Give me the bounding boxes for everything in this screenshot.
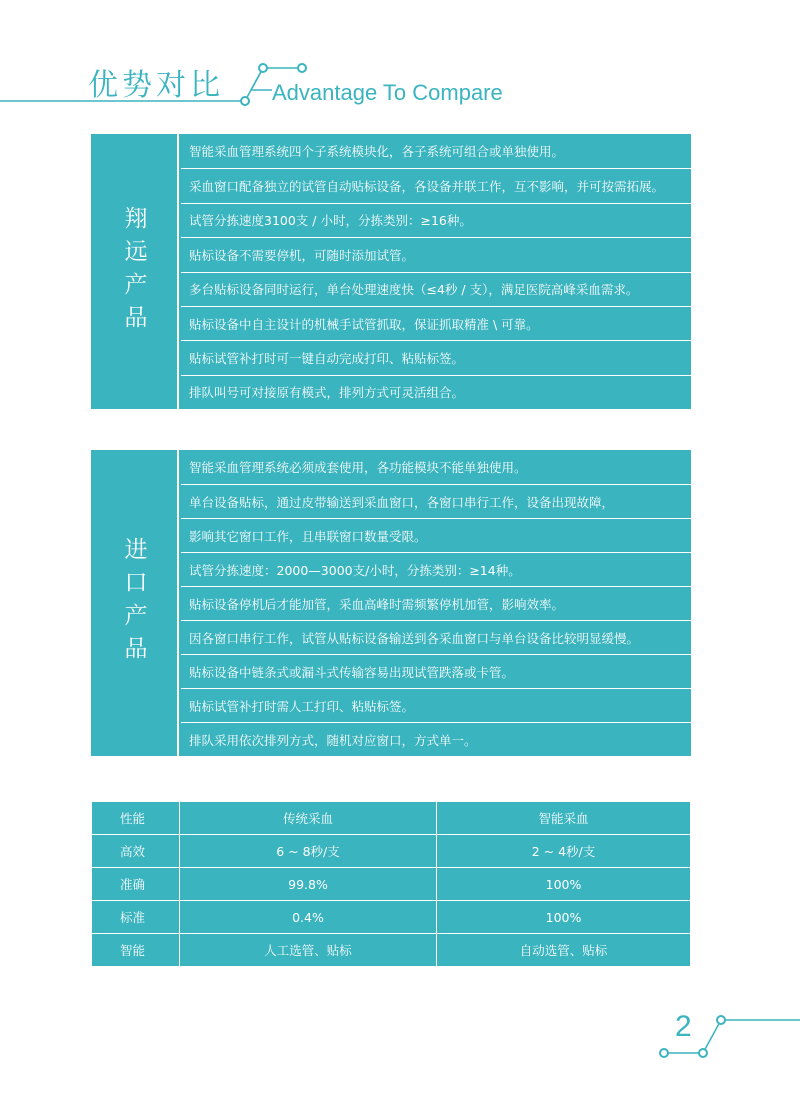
list-item: 贴标设备停机后才能加管，采血高峰时需频繁停机加管，影响效率。: [181, 586, 691, 620]
comparison-table: [91, 801, 691, 967]
table-cell: 6 ~ 8秒/支: [180, 835, 437, 868]
section-label: 进口产品: [120, 537, 147, 669]
list-item: 贴标设备中链条式或漏斗式传输容易出现试管跌落或卡管。: [181, 654, 691, 688]
table-cell: 智能: [92, 934, 180, 967]
node-dot-icon: [241, 97, 249, 105]
divider: [177, 450, 179, 756]
list-item: 排队采用依次排列方式，随机对应窗口，方式单一。: [181, 722, 691, 756]
page-number: 2: [675, 1010, 692, 1043]
node-dot-icon: [699, 1049, 707, 1057]
list-item: 采血窗口配备独立的试管自动贴标设备，各设备并联工作，互不影响，并可按需拓展。: [181, 168, 691, 202]
table-cell: 准确: [92, 868, 180, 901]
table-cell: 标准: [92, 901, 180, 934]
list-item: 贴标设备中自主设计的机械手试管抓取，保证抓取精准 \ 可靠。: [181, 306, 691, 340]
table-row: [92, 868, 691, 901]
table-row: [92, 934, 691, 967]
table-header-row: [92, 802, 691, 835]
list-item: 贴标设备不需要停机，可随时添加试管。: [181, 237, 691, 271]
list-item: 因各窗口串行工作，试管从贴标设备输送到各采血窗口与单台设备比较明显缓慢。: [181, 620, 691, 654]
header-cell: 性能: [92, 802, 180, 835]
table-cell: 人工选管、贴标: [180, 934, 437, 967]
section-label-box: [91, 450, 177, 756]
list-item: 排队叫号可对接原有模式，排列方式可灵活组合。: [181, 375, 691, 409]
node-dot-icon: [298, 64, 306, 72]
list-item: 单台设备贴标，通过皮带输送到采血窗口，各窗口串行工作，设备出现故障，: [181, 484, 691, 518]
table-cell: 99.8%: [180, 868, 437, 901]
list-item: 智能采血管理系统必须成套使用，各功能模块不能单独使用。: [189, 460, 527, 475]
list-item: 贴标试管补打时可一键自动完成打印、粘贴标签。: [181, 340, 691, 374]
node-dot-icon: [259, 64, 267, 72]
feature-list: [181, 134, 691, 409]
table-cell: 自动选管、贴标: [437, 934, 691, 967]
section-label-box: [91, 134, 177, 409]
table-cell: 高效: [92, 835, 180, 868]
table-cell: 2 ~ 4秒/支: [437, 835, 691, 868]
header-cell: 智能采血: [437, 802, 691, 835]
section-import: [91, 450, 691, 756]
node-dot-icon: [660, 1049, 668, 1057]
table-row: [92, 835, 691, 868]
header-cell: 传统采血: [180, 802, 437, 835]
section-label: 翔远产品: [120, 205, 147, 338]
node-dot-icon: [717, 1016, 725, 1024]
header-decoration: [0, 0, 800, 130]
table-cell: 0.4%: [180, 901, 437, 934]
page-subtitle: Advantage To Compare: [272, 80, 503, 105]
section-xiangyuan: [91, 134, 691, 409]
list-item: 智能采血管理系统四个子系统模块化，各子系统可组合或单独使用。: [189, 144, 565, 160]
table-row: [92, 901, 691, 934]
list-item: 贴标试管补打时需人工打印、粘贴标签。: [181, 688, 691, 722]
table-cell: 100%: [437, 901, 691, 934]
feature-list: [181, 450, 691, 756]
list-item: 试管分拣速度：2000—3000支/小时，分拣类别：≥14种。: [181, 552, 691, 586]
list-item: 试管分拣速度3100支 / 小时，分拣类别：≥16种。: [181, 203, 691, 237]
list-item: 影响其它窗口工作，且串联窗口数量受限。: [181, 518, 691, 552]
table-cell: 100%: [437, 868, 691, 901]
page-title: 优势对比: [88, 68, 224, 103]
divider: [177, 134, 179, 409]
list-item: 多台贴标设备同时运行，单台处理速度快（≤4秒 / 支），满足医院高峰采血需求。: [181, 272, 691, 306]
